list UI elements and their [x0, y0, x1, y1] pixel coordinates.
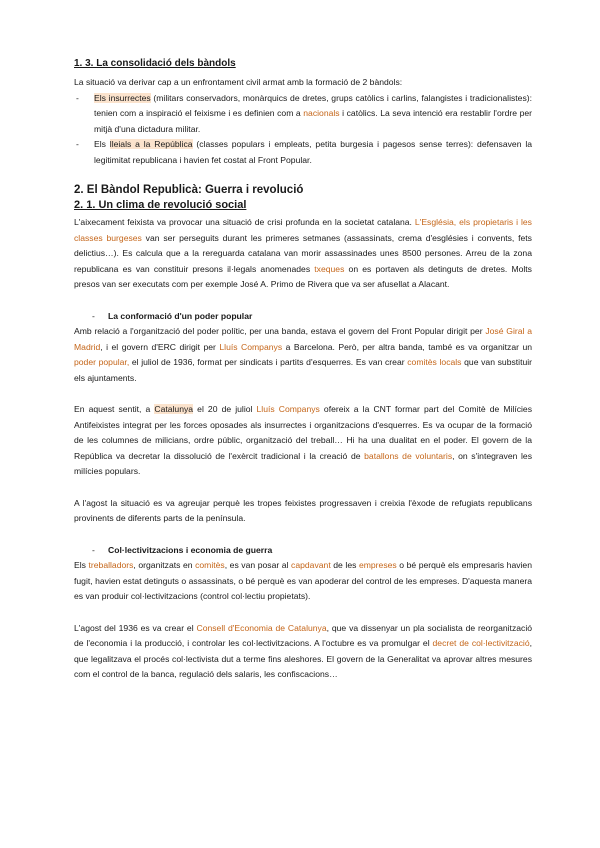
text-span: L'agost del 1936 es va crear el [74, 622, 197, 633]
paragraph-crisi [74, 215, 532, 293]
section-1-3-intro: La situació va derivar cap a un enfrontament civil armat amb la formació de 2 bàndols: [74, 77, 403, 87]
text-span: , que va dissenyar un pla socialista de reorganització de l'economia i la producció, i controlar les col·lectivitzacions. A l'octubre es va promulgar el [74, 622, 533, 648]
text-span: el juliol de 1936, format per sindicats i partits d'esquerres. Es van crear [129, 357, 408, 367]
dash-bullet: - [92, 310, 95, 321]
text-span: de les [330, 560, 359, 570]
highlight-empreses: empreses [358, 560, 397, 570]
highlight-esglesia: L'Església, els propietaris i les classes burgeses [74, 217, 532, 243]
dash-bullet: - [76, 92, 79, 103]
subheading-text: Col·lectivitzacions i economia de guerra [108, 544, 273, 555]
text-span: i catòlics. La seva intenció era restablir l'ordre per mitjà d'una dictadura militar. [94, 108, 532, 134]
section-1-3-heading: 1. 3. La consolidació dels bàndols [74, 58, 236, 69]
text-span: , es van posar al [224, 560, 292, 570]
highlight-treballadors: treballadors [88, 560, 134, 570]
paragraph-consell-economia [74, 621, 532, 683]
highlight-companys: Lluís Companys [219, 341, 283, 352]
paragraph-treballadors [74, 558, 532, 605]
highlight-txeques: txeques [314, 263, 345, 274]
text-span: Amb relació a l'organització del poder polític, per una banda, estava el govern del Front Popular dirigit per [74, 326, 486, 336]
text-span: Els [74, 560, 89, 570]
highlight-giral: José Giral a Madrid [74, 326, 532, 352]
paragraph-catalunya [74, 402, 532, 480]
section-2-heading: 2. El Bàndol Republicà: Guerra i revolució [74, 184, 304, 196]
text-span: , que legalitzava el procés col·lectivista dut a terme fins aleshores. El govern de la Generalitat va aprovar altres mesures com el control de la banca, regulació dels salaris, les confiscacions… [74, 638, 532, 679]
text-span: , i el govern d'ERC dirigit per [100, 341, 220, 352]
section-2-1-heading: 2. 1. Un clima de revolució social [74, 199, 247, 211]
text-span: a Barcelona. Però, per altra banda, també es va organitzar un [282, 341, 533, 352]
paragraph-agost: A l'agost la situació es va agreujar perquè les tropes feixistes progressaven i creixia l'èxode de refugiats republicans provinents de diferents parts de la península. [74, 497, 532, 523]
text-span: van ser perseguits durant les primeres setmanes (assassinats, crema d'esglésies i convents, fets delictius…). Es calcula que a la rereguarda catalana van morir assassinades unes 8500 persones. Arreu de la zona republicana es van constituir presons il·legals anomenades [74, 232, 532, 274]
text-span: L'aixecament feixista va provocar una situació de crisi profunda en la societat catalana. [74, 217, 415, 227]
highlight-batallons: batallons de voluntaris [364, 450, 453, 461]
highlight-companys-2: Lluís Companys [256, 404, 320, 414]
subheading-poder-popular [74, 309, 532, 325]
highlight-comites: comitès [195, 560, 225, 570]
highlight-decret: decret de col·lectivització [432, 638, 530, 648]
subheading-collectivitzacions [74, 543, 532, 559]
highlight-capdavant: capdavant [291, 560, 331, 570]
highlight-nacionals: nacionals [303, 108, 340, 118]
list-item-insurrectes [74, 91, 532, 138]
text-span: , on s'integraven les milícies populars. [74, 450, 532, 476]
dash-bullet: - [92, 544, 95, 555]
highlight-lleials: lleials a la República [109, 139, 193, 149]
highlight-catalunya: Catalunya [154, 404, 194, 414]
highlight-poder-popular: poder popular, [74, 357, 130, 367]
text-span: ofereix a la CNT formar part del Comitè de Milícies Antifeixistes integrat per les forces oposades als insurrectes i organitzacions d'esquerres. Es va ocupar de la formació de les columnes de milicians, ordre públic, organització del treball… Hi ha una dualitat en el poder. El govern de la República va decretar la dissolució de l'exèrcit tradicional i la creació de [74, 404, 532, 461]
text-span: o bé perquè els empresaris havien fugit, havien estat detinguts o assassinats, o bé perquè es van apoderar del control de les empreses. D'aquesta manera es van produir col·lectivitzacions (control col·lectiu propietats). [74, 560, 532, 601]
list-item-lleials [74, 137, 532, 168]
text-span: que van substituir els ajuntaments. [74, 357, 533, 383]
text-span: (militars conservadors, monàrquics de dretes, grups catòlics i carlins, falangistes i tradicionalistes): tenien com a inspiració el feixisme i es definien com a [94, 92, 532, 118]
text-span: (classes populars i empleats, petita burgesia i pagesos sense terres): defensaven la legitimitat republicana i havien fet costat al Front Popular. [94, 139, 533, 165]
sides-list [74, 91, 532, 169]
dash-bullet: - [76, 139, 79, 149]
highlight-comites-locals: comitès locals [407, 357, 462, 367]
text-span: En aquest sentit, a [74, 404, 155, 414]
text-span: Els [94, 139, 110, 149]
text-span: on es portaven als detinguts de dretes. Molts presos van ser executats com per exemple José A. Primo de Rivera que va ser afusellat a Alacant. [74, 263, 532, 289]
highlight-consell-economia: Consell d'Economia de Catalunya [196, 622, 327, 633]
highlight-insurrectes: Els insurrectes [94, 92, 151, 103]
subheading-text: La conformació d'un poder popular [108, 310, 253, 321]
paragraph-poder-politic [74, 324, 532, 386]
text-span: el 20 de juliol [193, 404, 257, 414]
document-page [74, 58, 532, 683]
text-span: , organitzats en [133, 560, 196, 570]
